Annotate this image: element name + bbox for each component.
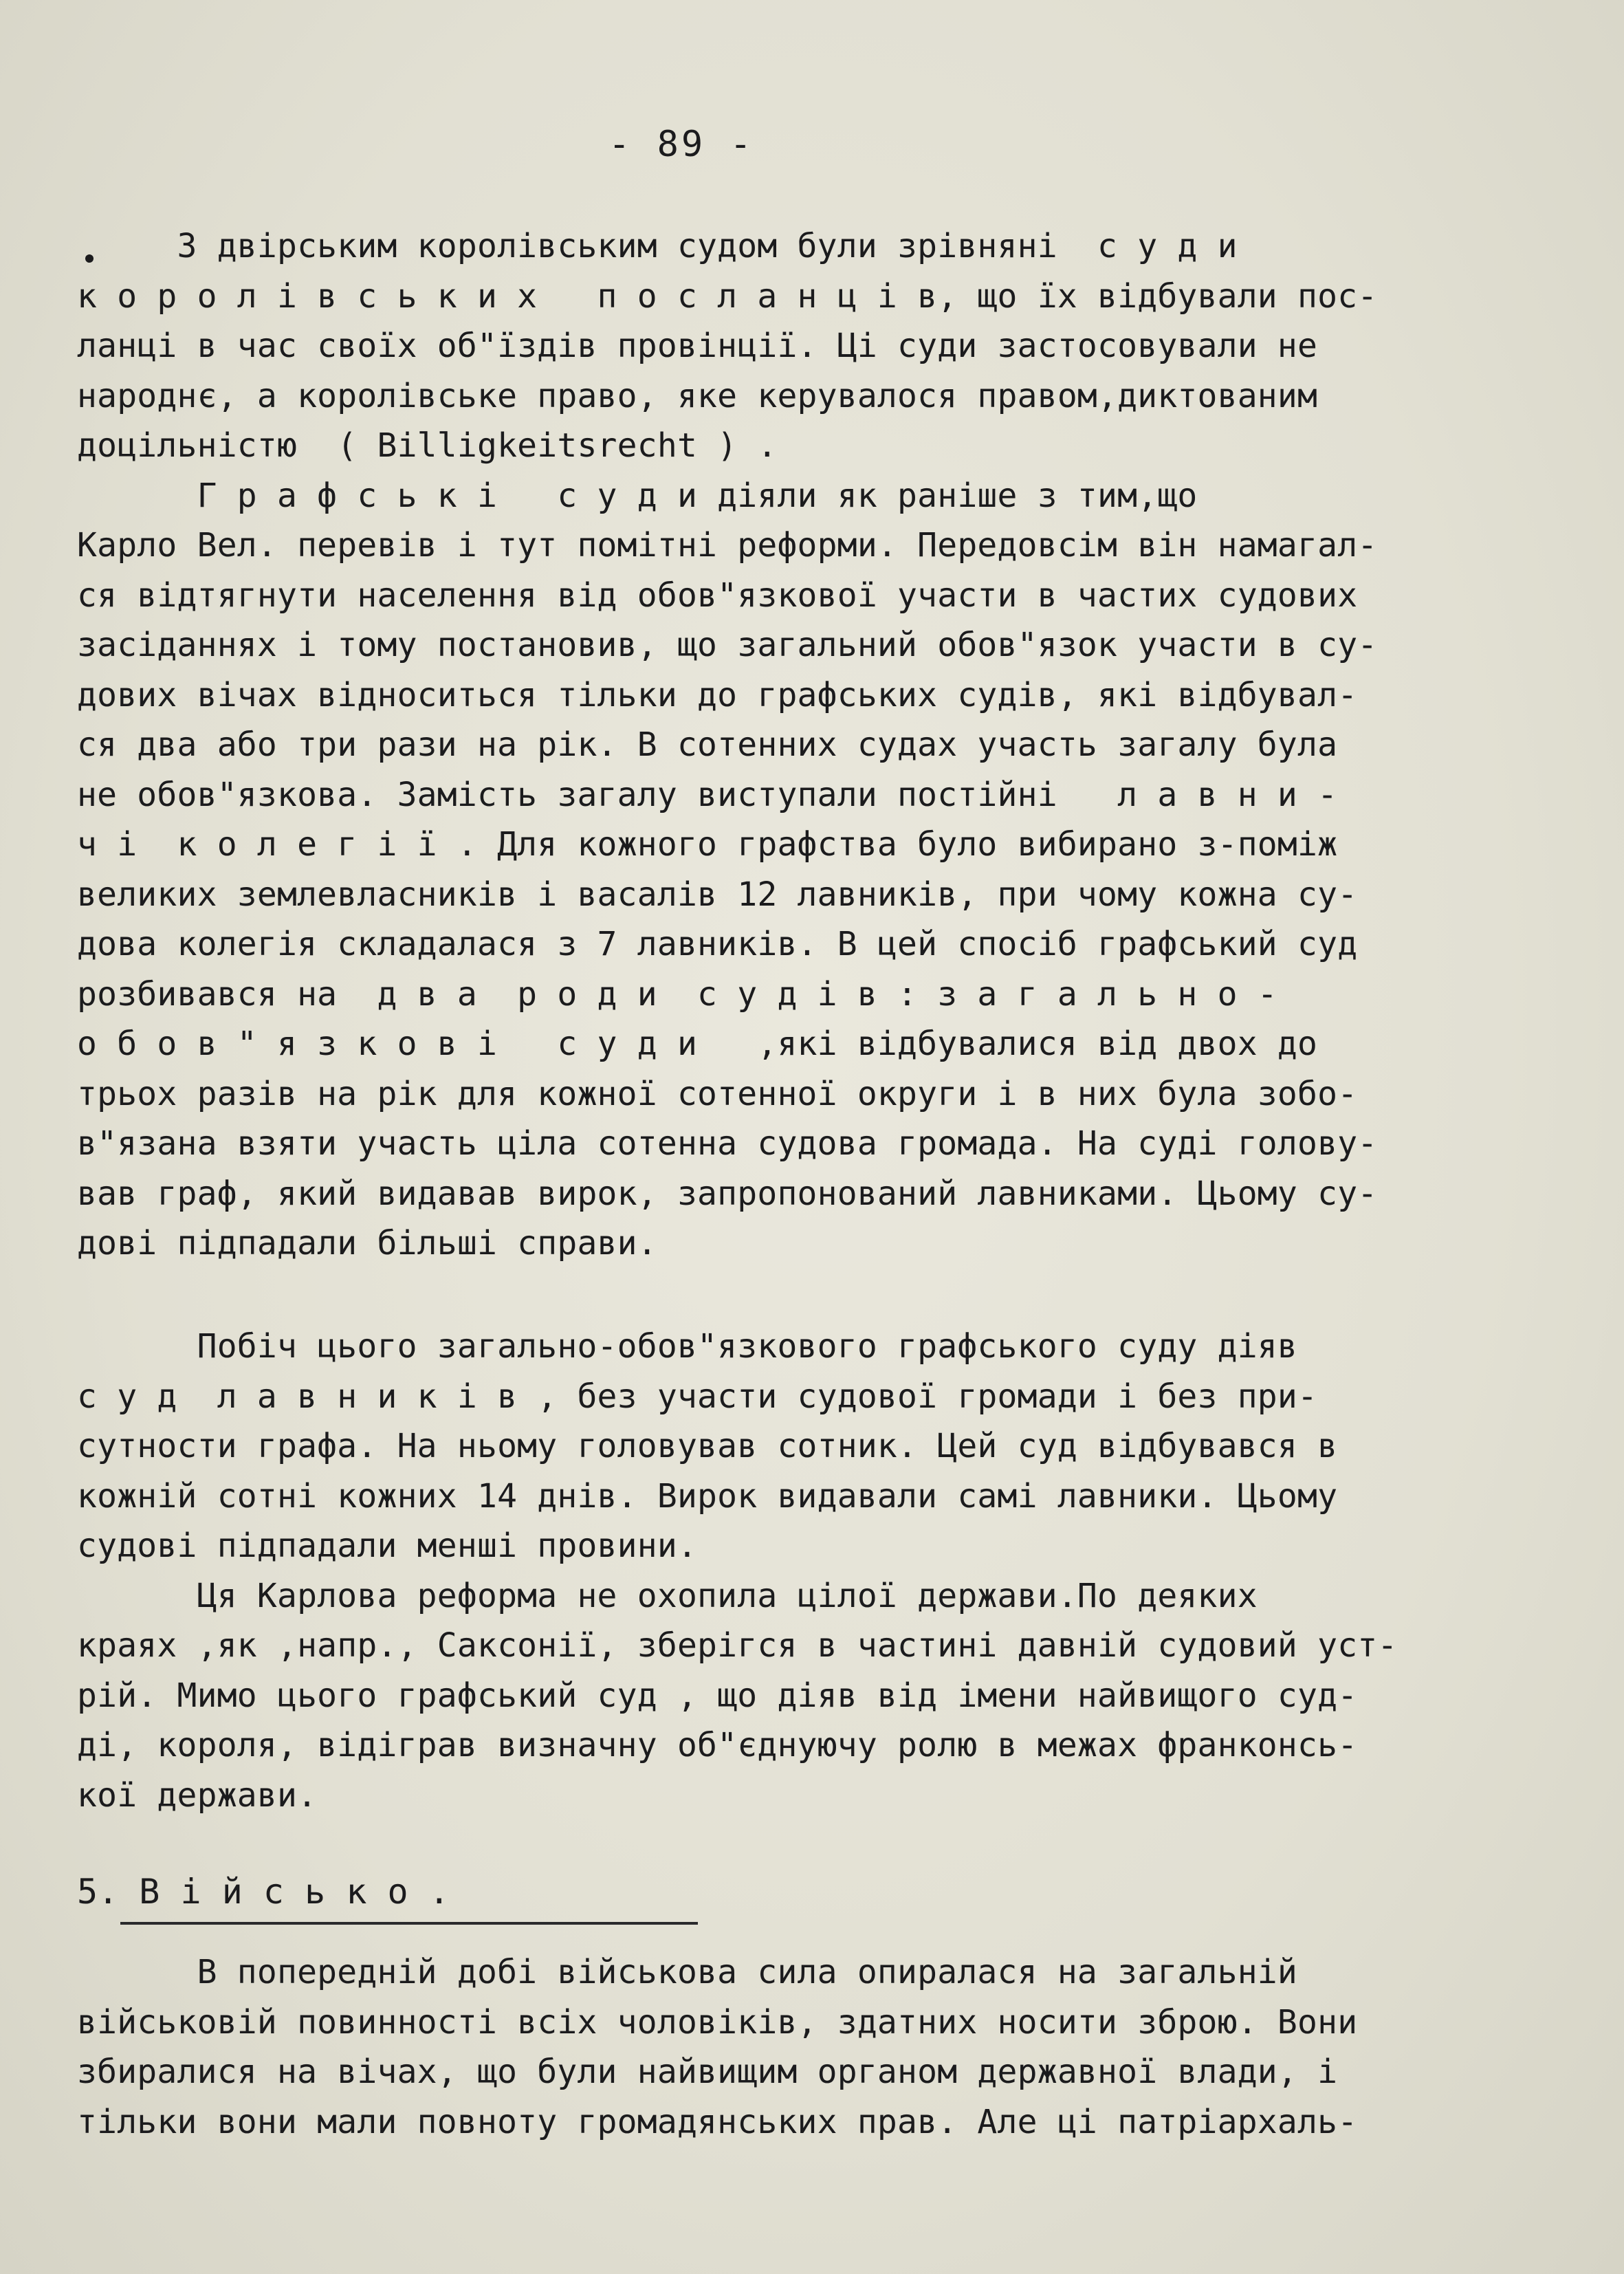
text-line: доцільністю ( Billigkeitsrecht ) . [77, 426, 778, 465]
text-line: народнє, а королівське право, яке керувалося правом,диктованим [77, 376, 1318, 415]
text-line: дова колегія складалася з 7 лавників. В цей спосіб графський суд [77, 925, 1358, 963]
text-line: великих землевласників і васалів 12 лавників, при чому кожна су- [77, 875, 1358, 914]
text-line: ч і к о л е г і ї . Для кожного графства було вибирано з-поміж [77, 825, 1338, 864]
text-line: вав граф, який видавав вирок, запропонований лавниками. Цьому су- [77, 1174, 1378, 1213]
text-line: засіданнях і тому постановив, що загальний обов"язок участи в су- [77, 626, 1378, 664]
text-line: судові підпадали менші провини. [77, 1527, 698, 1565]
text-line: З двірським королівським судом були зрівняні с у д и [77, 227, 1238, 265]
text-line: розбивався на д в а р о д и с у д і в : з а г а л ь н о - [77, 974, 1277, 1014]
text-line: сутности графа. На ньому головував сотник. Цей суд відбувався в [77, 1427, 1338, 1465]
text-line: Г р а ф с ь к і с у д и діяли як раніше з тим,що [77, 476, 1198, 515]
text-line: трьох разів на рік для кожної сотенної округи і в них була зобо- [77, 1074, 1358, 1113]
text-line: дових вічах відноситься тільки до графських судів, які відбувал- [77, 675, 1358, 714]
text-line: збиралися на вічах, що були найвищим органом державної влади, і [77, 2053, 1338, 2091]
text-line: о б о в " я з к о в і с у д и ,які відбувалися від двох до [77, 1025, 1318, 1063]
text-line: ді, короля, відіграв визначну об"єднуючу ролю в межах франконсь- [77, 1726, 1358, 1764]
page-number: - 89 - [608, 124, 754, 165]
text-line: с у д л а в н и к і в , без участи судової громади і без при- [77, 1377, 1318, 1416]
text-line: ся два або три рази на рік. В сотенних судах участь загалу була [77, 725, 1338, 764]
text-line: Побіч цього загально-обов"язкового графського суду діяв [77, 1327, 1298, 1366]
text-line: Карло Вел. перевів і тут помітні реформи. Передовсім він намагал- [77, 526, 1378, 565]
paragraphs-top [77, 221, 1562, 1269]
text-line: кожній сотні кожних 14 днів. Вирок видавали самі лавники. Цьому [77, 1476, 1338, 1516]
heading-underline [120, 1922, 698, 1925]
text-line: військовій повинності всіх чоловіків, здатних носити зброю. Вони [77, 2002, 1358, 2042]
text-line: рій. Мимо цього графський суд , що діяв від імени найвищого суд- [77, 1676, 1358, 1715]
text-line: к о р о л і в с ь к и х п о с л а н ц і в, що їх відбували пос- [77, 276, 1378, 316]
text-line: в"язана взяти участь ціла сотенна судова громада. На суді голову- [77, 1124, 1378, 1163]
text-line: дові підпадали більші справи. [77, 1224, 657, 1262]
text-line: В попередній добі військова сила опиралася на загальній [77, 1953, 1298, 1991]
paragraphs-bottom [77, 1947, 1562, 2147]
text-line: не обов"язкова. Замість загалу виступали постійні л а в н и - [77, 775, 1338, 814]
text-line: ся відтягнути населення від обов"язкової участи в частих судових [77, 576, 1358, 615]
text-line: ланці в час своїх об"їздів провінції. Ці суди застосовували не [77, 327, 1318, 365]
paragraphs-middle [77, 1322, 1562, 1820]
text-line: Ця Карлова реформа не охопила цілої держави.По деяких [77, 1576, 1258, 1615]
section-heading: 5. В і й с ь к о . [77, 1872, 450, 1912]
text-line: кої держави. [77, 1775, 318, 1815]
text-line: тільки вони мали повноту громадянських прав. Але ці патріархаль- [77, 2102, 1358, 2141]
text-line: краях ,як ,напр., Саксонії, зберігся в частині давній судовий уст- [77, 1626, 1398, 1665]
